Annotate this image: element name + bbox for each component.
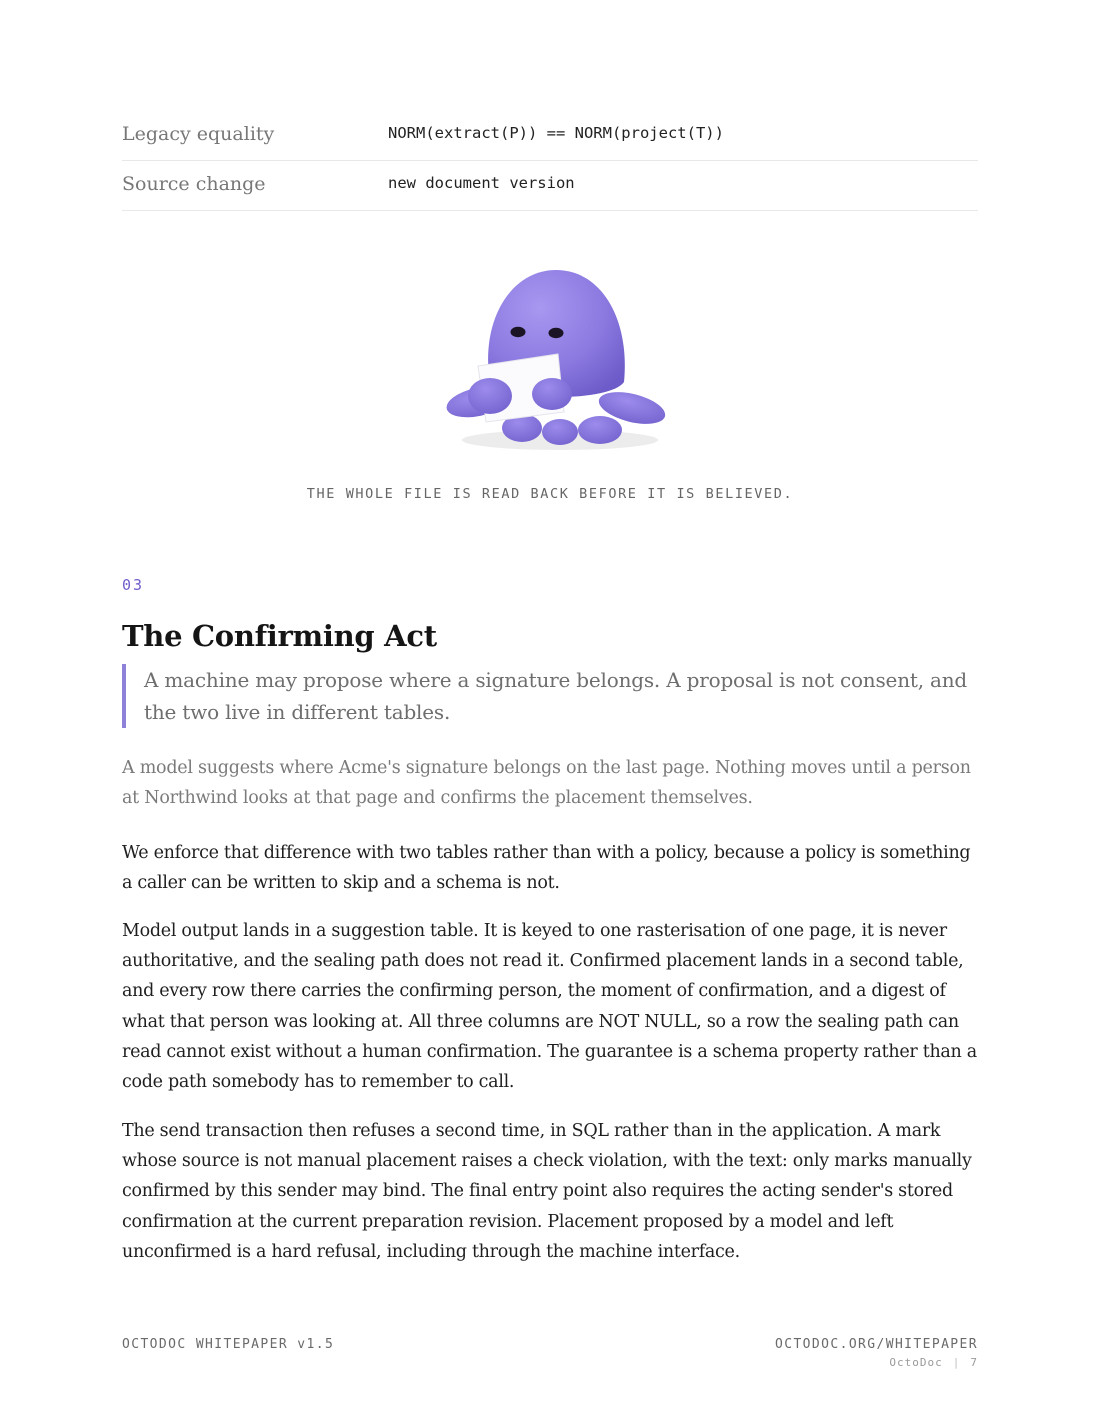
section-number: 03 (122, 576, 145, 594)
definition-row (122, 161, 978, 211)
footer-separator: | (952, 1356, 961, 1369)
definition-row (122, 111, 978, 161)
footer-page-info (889, 1356, 978, 1369)
definition-key: Source change (122, 173, 266, 195)
definition-value: new document version (388, 174, 575, 192)
definition-value: NORM(extract(P)) == NORM(project(T)) (388, 124, 724, 142)
pull-quote: A machine may propose where a signature belongs. A proposal is not consent, and the two live in different tables. (122, 664, 978, 728)
definition-table (122, 111, 978, 211)
footer-title: OCTODOC WHITEPAPER v1.5 (122, 1337, 335, 1352)
illustration-caption: THE WHOLE FILE IS READ BACK BEFORE IT IS BELIEVED. (306, 486, 794, 502)
footer-brand: OctoDoc (889, 1356, 943, 1369)
definition-key: Legacy equality (122, 123, 275, 145)
page-number: 7 (970, 1356, 978, 1369)
section-title: The Confirming Act (122, 619, 437, 653)
body-paragraph: We enforce that difference with two tables rather than with a policy, because a policy is something a caller can be written to skip and a schema is not. (122, 843, 971, 894)
purple-octopus-reading-paper-icon (440, 262, 670, 458)
lead-paragraph: A model suggests where Acme's signature belongs on the last page. Nothing moves until a person at Northwind looks at that page and confirms the placement themselves. (122, 758, 971, 808)
octopus-illustration (440, 262, 670, 458)
footer-link[interactable]: OCTODOC.ORG/WHITEPAPER (775, 1337, 978, 1352)
body-paragraph: Model output lands in a suggestion table. It is keyed to one rasterisation of one page, it is never authoritative, and the sealing path does not read it. Confirmed placement lands in a second table, and every row there carries the confirming person, the moment of confirmation, and a digest of what that person was looking at. All three columns are NOT NULL, so a row the sealing path can read cannot exist without a human confirmation. The guarantee is a schema property rather than a code path somebody has to remember to call. (122, 921, 977, 1093)
body-paragraph: The send transaction then refuses a second time, in SQL rather than in the application. A mark whose source is not manual placement raises a check violation, with the text: only marks manually confirmed by this sender may bind. The final entry point also requires the acting sender's stored confirmation at the current preparation revision. Placement proposed by a model and left unconfirmed is a hard refusal, including through the machine interface. (122, 1121, 972, 1262)
document-page (122, 0, 978, 1424)
